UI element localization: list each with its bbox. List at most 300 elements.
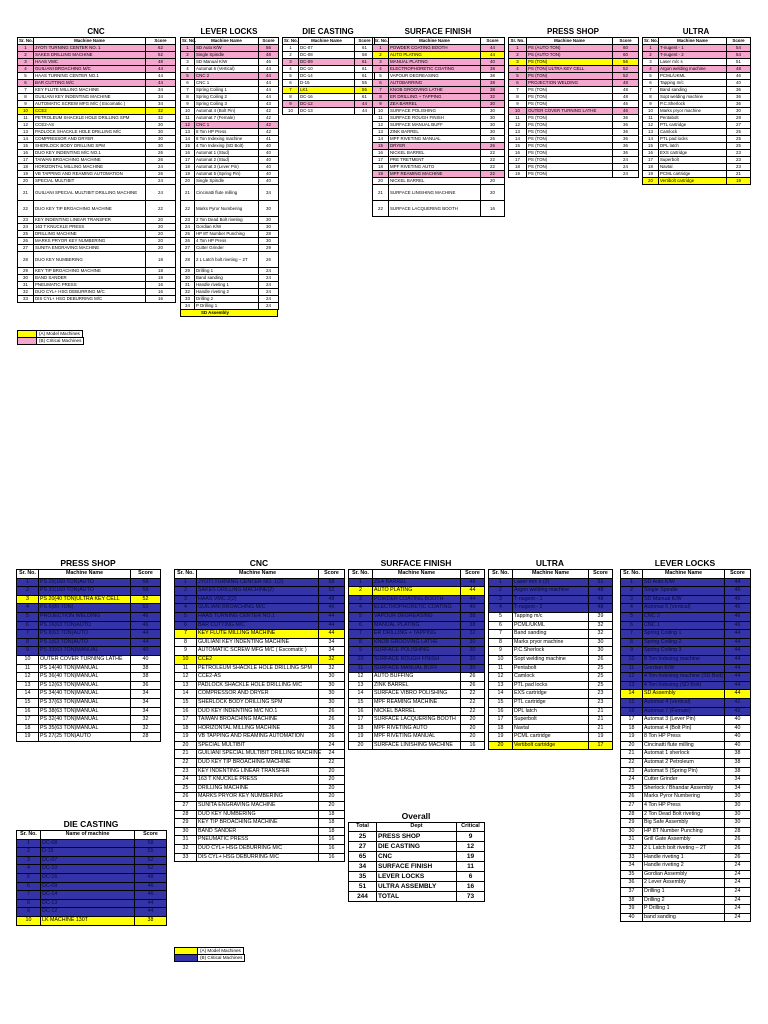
score: 16: [319, 845, 345, 854]
row-number: 34: [181, 303, 195, 310]
score: 20: [319, 776, 345, 785]
machine-name: CNC 1: [643, 621, 725, 630]
machine-name: SPECIAL MULTIBIT: [34, 178, 146, 185]
score: 34: [725, 784, 751, 793]
score: 54: [727, 45, 751, 52]
machine-name: KEY TIP BROACHING MACHINE: [34, 268, 146, 275]
legend-swatch: [17, 337, 37, 345]
row-number: 18: [621, 724, 643, 733]
table-row: [18, 52, 176, 59]
score: 73: [457, 891, 485, 901]
machine-name: KNOB GROOVING LATHE: [373, 638, 461, 647]
machine-name: SHERLOCK BODY DRILLING SPM: [34, 143, 146, 150]
machine-name: LK1: [299, 87, 355, 94]
row-number: 7: [17, 891, 41, 900]
machine-name: ZINK BARREL: [373, 681, 461, 690]
row-number: 2: [489, 587, 513, 596]
machine-name: CCE2-AS: [197, 673, 319, 682]
score: 12: [457, 841, 485, 851]
score: 26: [461, 681, 485, 690]
score: 9: [457, 831, 485, 841]
score: 26: [481, 136, 505, 143]
machine-name: PS 1(63 TON)AUTO: [39, 638, 131, 647]
table-row: [373, 143, 505, 150]
score: 38: [481, 80, 505, 87]
score: 28: [131, 733, 161, 742]
machine-name: DC-08: [41, 839, 135, 848]
row-number: 17: [621, 716, 643, 725]
data-table: [282, 37, 375, 115]
machine-name: Automat 3 (Lever Pin): [195, 164, 259, 171]
score: 18: [146, 275, 176, 282]
row-number: 2: [621, 587, 643, 596]
score: 39: [589, 612, 613, 621]
row-number: 20: [175, 741, 197, 750]
machine-name: Spring Coiling 3: [195, 101, 259, 108]
score: 32: [131, 716, 161, 725]
table-row: [621, 587, 751, 596]
row-number: 10: [643, 108, 659, 115]
table-row: [621, 604, 751, 613]
score: 46: [135, 891, 167, 900]
table-row: [175, 655, 345, 664]
score: 38: [131, 673, 161, 682]
machine-name: Cutter Grinder: [643, 776, 725, 785]
row-number: 20: [621, 741, 643, 750]
table-header-row: [18, 38, 176, 45]
row-number: 7: [17, 630, 39, 639]
table-row: [18, 66, 176, 73]
machine-name: T-nugent - 2: [513, 604, 589, 613]
score: 44: [355, 101, 375, 108]
machine-name: Pentabolt: [513, 664, 589, 673]
table-row: [18, 238, 176, 245]
score: 16: [146, 296, 176, 303]
table-row: [489, 707, 613, 716]
table-row: [349, 881, 485, 891]
machine-name: ELECTROPHORETIC COATING: [389, 66, 481, 73]
table-row: [283, 59, 375, 66]
score: 36: [727, 87, 751, 94]
table-row: [17, 899, 167, 908]
table-row: [181, 87, 279, 94]
row-number: 9: [643, 101, 659, 108]
row-number: 35: [621, 870, 643, 879]
score: 48: [613, 80, 639, 87]
score: 38: [131, 664, 161, 673]
table-row: [349, 891, 485, 901]
row-number: 10: [17, 655, 39, 664]
score: 30: [319, 673, 345, 682]
table-row: [621, 655, 751, 664]
column-header: Score: [131, 570, 161, 579]
machine-name: 4 Ton Indexing machine (SD Bolt): [643, 673, 725, 682]
machine-name: SURFACE MANUAL BUFF: [373, 664, 461, 673]
score: 25: [727, 143, 751, 150]
row-number: 24: [621, 776, 643, 785]
score: 44: [259, 80, 279, 87]
table-row: [181, 136, 279, 143]
table-row: [181, 122, 279, 129]
score: 61: [355, 45, 375, 52]
machine-name: MPF RIVETING MANUAL: [389, 136, 481, 143]
row-number: 12: [175, 673, 197, 682]
row-number: 25: [181, 231, 195, 238]
row-number: 7: [621, 630, 643, 639]
score: 55: [135, 848, 167, 857]
table-row: [643, 94, 751, 101]
machine-name: SHERLOCK BODY DRILLING SPM: [197, 698, 319, 707]
machine-name: 4 Ton Indexing (SD Bolt): [195, 143, 259, 150]
row-number: 21: [175, 750, 197, 759]
column-header: Score: [461, 570, 485, 579]
score: 26: [319, 707, 345, 716]
score: 24: [259, 303, 279, 310]
machine-name: COMPRESSOR AND DRYER: [197, 690, 319, 699]
column-header: Machine Name: [513, 570, 589, 579]
row-number: 4: [181, 66, 195, 73]
row-number: 14: [17, 690, 39, 699]
machine-name: Automat 6 (Vertical): [643, 604, 725, 613]
table-row: [181, 66, 279, 73]
table-row: [509, 122, 639, 129]
score: 44: [461, 595, 485, 604]
score: 48: [259, 52, 279, 59]
row-number: 18: [17, 724, 39, 733]
row-number: 8: [17, 899, 41, 908]
table-row: [181, 231, 279, 238]
table-row: [283, 66, 375, 73]
machine-name: SURFACE FINISH: [377, 861, 457, 871]
row-number: 24: [175, 776, 197, 785]
machine-name: PS (AUTO TON): [527, 52, 613, 59]
table-row: [373, 157, 505, 164]
row-number: 8: [509, 94, 527, 101]
table-row: [17, 916, 167, 925]
machine-name: PNEUMATIC PRESS: [197, 836, 319, 845]
column-header: Machine Name: [34, 38, 146, 45]
machine-name: SD Auto K/W: [195, 45, 259, 52]
table-row: [349, 604, 485, 613]
table-row: [17, 856, 167, 865]
row-number: 1: [175, 578, 197, 587]
table-row: [18, 129, 176, 136]
row-number: 9: [181, 101, 195, 108]
table-header-row: [175, 570, 345, 579]
row-number: 18: [373, 164, 389, 171]
score: 48: [461, 578, 485, 587]
table-title: LEVER LOCKS: [654, 558, 716, 568]
data-table: [180, 37, 279, 310]
score: 60: [613, 52, 639, 59]
table-row: [18, 136, 176, 143]
row-number: 6: [621, 621, 643, 630]
machine-name: PRESS SHOP: [377, 831, 457, 841]
table-title: DIE CASTING: [63, 819, 119, 829]
score: 30: [319, 698, 345, 707]
table-row: [175, 819, 345, 828]
machine-name: band sanding: [643, 913, 725, 922]
row-number: 25: [349, 831, 377, 841]
machine-name: DUO CYL+ HSG DEBURRING M/C: [197, 845, 319, 854]
row-number: 9: [17, 647, 39, 656]
table-row: [349, 681, 485, 690]
machine-name: JYOTI TURNING CENTER NO. 1: [34, 45, 146, 52]
score: 34: [725, 776, 751, 785]
score: 30: [259, 224, 279, 231]
table-row: [643, 80, 751, 87]
machine-name: SURFACE ROUGH FINISH: [373, 655, 461, 664]
row-number: 4: [643, 66, 659, 73]
machine-name: HP 8T Number Punching: [643, 827, 725, 836]
table-row: [509, 157, 639, 164]
table-row: [175, 707, 345, 716]
row-number: 12: [181, 122, 195, 129]
machine-name: DPL latch: [513, 707, 589, 716]
machine-name: PROJECTION WELDING: [39, 612, 131, 621]
legend-label: (A) Model Machines: [37, 330, 83, 338]
row-number: 18: [643, 164, 659, 171]
table-row: [181, 52, 279, 59]
score: 20: [319, 784, 345, 793]
table-row: [643, 108, 751, 115]
row-number: 15: [643, 143, 659, 150]
machine-name: 4 Ton HP Press: [643, 802, 725, 811]
table-row: [17, 595, 161, 604]
machine-name: 8 Ton HP Press: [195, 129, 259, 136]
table-row: [349, 716, 485, 725]
table-header-row: [509, 38, 639, 45]
table-row: [175, 827, 345, 836]
legend-item: [174, 954, 245, 961]
row-number: 15: [175, 698, 197, 707]
data-table: [348, 569, 485, 750]
row-number: 1: [349, 578, 373, 587]
machine-name: Single Spindle: [195, 178, 259, 185]
row-number: 13: [17, 681, 39, 690]
machine-name: PS 25(160 TON)AUTO: [39, 578, 131, 587]
score: 54: [727, 52, 751, 59]
row-number: 9: [17, 908, 41, 917]
score: 44: [135, 908, 167, 917]
table-row: [175, 759, 345, 768]
machine-name: D-15: [41, 848, 135, 857]
column-header: Score: [589, 570, 613, 579]
machine-name: DC-12: [299, 101, 355, 108]
score: 46: [727, 73, 751, 80]
table-row: [621, 905, 751, 914]
score: 51: [727, 59, 751, 66]
data-table: [620, 569, 751, 922]
machine-name: Tapping m/c: [513, 612, 589, 621]
score: 20: [146, 245, 176, 252]
column-header: Score: [727, 38, 751, 45]
table-row: [17, 848, 167, 857]
score: 44: [319, 612, 345, 621]
row-number: 19: [643, 171, 659, 178]
table-row: [18, 115, 176, 122]
row-number: 2: [181, 52, 195, 59]
table-row: [18, 59, 176, 66]
row-number: 17: [509, 157, 527, 164]
table-row: [17, 587, 161, 596]
score: 40: [259, 178, 279, 185]
score: 34: [146, 101, 176, 108]
table-title: Overall: [401, 811, 431, 821]
table-row: [181, 115, 279, 122]
machine-name: Argon welding machine: [659, 66, 727, 73]
row-number: 7: [18, 87, 34, 94]
machine-name: DRILLING MACHINE: [197, 784, 319, 793]
score: 22: [461, 707, 485, 716]
machine-name: KEY TIP BROACHING MACHINE: [197, 819, 319, 828]
row-number: 7: [489, 630, 513, 639]
machine-name: Automat 4 (Vertical): [643, 698, 725, 707]
row-number: 3: [621, 595, 643, 604]
score: 22: [461, 690, 485, 699]
table-row: [18, 224, 176, 231]
legend-label: (B) Critical Machines: [37, 337, 84, 345]
score: 32: [319, 664, 345, 673]
row-number: 16: [621, 707, 643, 716]
score: 46: [725, 612, 751, 621]
table-row: [509, 164, 639, 171]
score: 44: [355, 108, 375, 115]
score: 48: [589, 595, 613, 604]
machine-name: DC-08: [299, 52, 355, 59]
machine-name: MPF RIVETING MANUAL: [373, 733, 461, 742]
score: 26: [589, 655, 613, 664]
score: 30: [259, 238, 279, 245]
row-number: 12: [509, 122, 527, 129]
bottom-surface-finish-table: [348, 557, 484, 750]
score: 16: [146, 289, 176, 296]
table-row: [175, 716, 345, 725]
score: 30: [319, 681, 345, 690]
row-number: 20: [643, 178, 659, 185]
machine-name: Gordian K/W: [643, 664, 725, 673]
row-number: 33: [18, 296, 34, 303]
score: 52: [131, 604, 161, 613]
row-number: 12: [621, 673, 643, 682]
score: 24: [613, 164, 639, 171]
row-number: 34: [621, 862, 643, 871]
machine-name: DC-10: [41, 865, 135, 874]
table-row: [643, 157, 751, 164]
top-legend: [17, 330, 84, 344]
machine-name: P Drilling 1: [643, 905, 725, 914]
row-number: 15: [373, 143, 389, 150]
machine-name: MPF REAMING MACHINE: [373, 698, 461, 707]
table-row: [621, 612, 751, 621]
machine-name: Sopt welding machine: [513, 655, 589, 664]
row-number: 30: [18, 275, 34, 282]
row-number: 8: [181, 94, 195, 101]
machine-name: ER DRILLING + TAPPING: [373, 630, 461, 639]
score: 30: [146, 122, 176, 129]
column-header: Machine Name: [39, 570, 131, 579]
table-row: [18, 217, 176, 224]
machine-name: EXS cartridge: [513, 690, 589, 699]
score: 44: [146, 66, 176, 73]
score: 30: [725, 819, 751, 828]
machine-name: PS (TON): [527, 129, 613, 136]
row-number: 9: [509, 101, 527, 108]
table-row: [621, 802, 751, 811]
row-number: 14: [18, 136, 34, 143]
machine-name: Single Spindle: [643, 587, 725, 596]
row-number: 2: [373, 52, 389, 59]
score: 36: [613, 136, 639, 143]
table-row: [175, 836, 345, 845]
row-number: 19: [373, 171, 389, 178]
score: 29: [259, 245, 279, 252]
column-header: Sr. No.: [621, 570, 643, 579]
machine-name: PS 34(40 TON)MANUAL: [39, 690, 131, 699]
machine-name: Marks pryor machine: [513, 638, 589, 647]
machine-name: ER DRILLING + TAPPING: [389, 94, 481, 101]
row-number: 15: [349, 698, 373, 707]
table-row: [175, 630, 345, 639]
bottom-ultra-table: [488, 557, 612, 750]
table-row: [18, 150, 176, 157]
table-row: [621, 784, 751, 793]
column-header: Machine Name: [643, 570, 725, 579]
machine-name: Handle riveting 1: [643, 853, 725, 862]
machine-name: DC-16: [299, 94, 355, 101]
machine-name: 2 Lever Assembly: [643, 879, 725, 888]
score: 23: [727, 164, 751, 171]
row-number: 16: [181, 150, 195, 157]
table-row: [181, 94, 279, 101]
machine-name: DC-14: [299, 73, 355, 80]
machine-name: EXS cartridge: [659, 150, 727, 157]
row-number: 3: [17, 856, 41, 865]
row-number: 21: [621, 750, 643, 759]
row-number: 22: [621, 759, 643, 768]
table-row: [18, 245, 176, 252]
row-number: 14: [621, 690, 643, 699]
table-row: [18, 289, 176, 296]
machine-name: PS (TON): [527, 171, 613, 178]
machine-name: PS (TON): [527, 73, 613, 80]
machine-name: SURFACE LACQUERING BOOTH: [373, 716, 461, 725]
score: 30: [589, 638, 613, 647]
machine-name: KEY FLUTE MILLING MACHINE: [34, 87, 146, 94]
table-row: [181, 101, 279, 108]
table-row: [283, 45, 375, 52]
table-row: [175, 647, 345, 656]
score: 61: [355, 66, 375, 73]
table-row: [181, 224, 279, 231]
machine-name: SURFACE MANUAL BUFF: [389, 122, 481, 129]
table-row: [17, 733, 161, 742]
machine-name: Cincinatti flute milling: [195, 185, 259, 201]
table-row: [18, 231, 176, 238]
machine-name: MARKS PRYOR KEY NUMBERING: [34, 238, 146, 245]
machine-name: PS 12(63 TON)MANUAL: [39, 681, 131, 690]
table-title: PRESS SHOP: [60, 558, 116, 568]
machine-name: PADLOCK SHACKLE HOLE DRILLING M/C: [34, 129, 146, 136]
table-row: [489, 741, 613, 750]
row-number: 32: [175, 845, 197, 854]
row-number: 4: [17, 865, 41, 874]
score: 26: [319, 716, 345, 725]
column-header: Sr. No.: [175, 570, 197, 579]
table-row: [181, 129, 279, 136]
score: 22: [481, 157, 505, 164]
machine-name: Sherlock / Bhandar Assembly: [643, 784, 725, 793]
